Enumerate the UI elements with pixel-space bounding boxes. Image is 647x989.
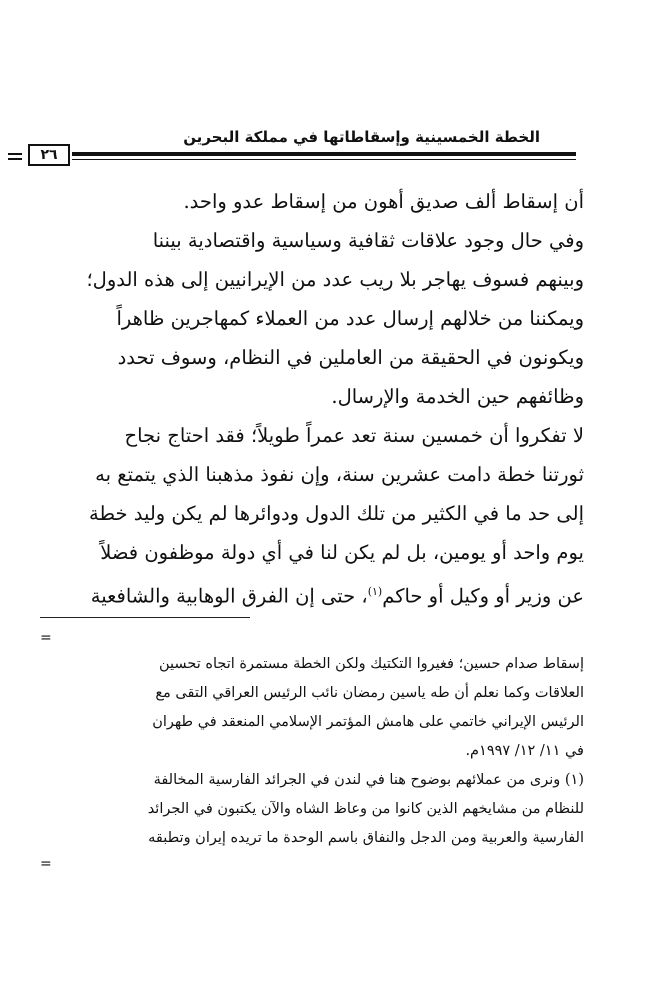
footnote-separator bbox=[40, 617, 250, 618]
text-line: ويكونون في الحقيقة من العاملين في النظام، وسوف تحدد bbox=[117, 346, 584, 369]
text-line bbox=[36, 572, 584, 616]
footnote-line: للنظام من مشايخهم الذين كانوا من وعاظ الشاه والآن يكتبون في الجرائد bbox=[147, 801, 584, 817]
page-number: ٢٦ bbox=[28, 144, 70, 166]
footnote-line: الرئيس الإيراني خاتمي على هامش المؤتمر الإسلامي المنعقد في طهران bbox=[152, 714, 584, 730]
text-line: إلى حد ما في الكثير من تلك الدول ودوائرها لم يكن وليد خطة bbox=[89, 502, 584, 525]
text-line: وفي حال وجود علاقات ثقافية وسياسية واقتصادية بيننا bbox=[152, 229, 584, 252]
continuation-mark: = bbox=[40, 856, 52, 872]
footnotes bbox=[36, 650, 584, 853]
text-line: أن إسقاط ألف صديق أهون من إسقاط عدو واحد. bbox=[183, 190, 584, 213]
page-header bbox=[28, 128, 576, 168]
running-title: الخطة الخمسينية وإسقاطاتها في مملكة البحرين bbox=[183, 128, 540, 146]
header-rule bbox=[72, 152, 576, 156]
text-line: يوم واحد أو يومين، بل لم يكن لنا في أي دولة موظفون فضلاً bbox=[100, 541, 584, 564]
text-line: ثورتنا خطة دامت عشرين سنة، وإن نفوذ مذهبنا الذي يتمتع به bbox=[95, 463, 584, 486]
footnote-line: في ١١/ ١٢/ ١٩٩٧م. bbox=[465, 743, 584, 759]
footnote-line: الفارسية والعربية ومن الدجل والنفاق باسم الوحدة ما تريده إيران وتطبقه bbox=[148, 830, 584, 846]
header-rule-thin bbox=[72, 159, 576, 160]
main-text bbox=[36, 182, 584, 616]
text-line: ويمكننا من خلالهم إرسال عدد من العملاء كمهاجرين ظاهراً bbox=[116, 307, 584, 330]
continuation-mark: = bbox=[40, 630, 52, 646]
text-line: لا تفكروا أن خمسين سنة تعد عمراً طويلاً؛ فقد احتاج نجاح bbox=[124, 424, 584, 447]
text-line: وظائفهم حين الخدمة والإرسال. bbox=[331, 385, 584, 408]
header-rule-mark bbox=[8, 153, 22, 155]
text-segment: عن وزير أو وكيل أو حاكم bbox=[382, 584, 584, 608]
footnote-reference: (١) bbox=[367, 585, 383, 598]
footnote-line: إسقاط صدام حسين؛ فغيروا التكتيك ولكن الخطة مستمرة اتجاه تحسين bbox=[159, 656, 584, 672]
header-rule-mark bbox=[8, 158, 22, 160]
text-line: وبينهم فسوف يهاجر بلا ريب عدد من الإيرانيين إلى هذه الدول؛ bbox=[86, 268, 584, 291]
footnote-line: العلاقات وكما نعلم أن طه ياسين رمضان نائب الرئيس العراقي التقى مع bbox=[155, 685, 584, 701]
text-segment: ، حتى إن الفرق الوهابية والشافعية bbox=[90, 584, 368, 608]
footnote-line: (١) ونرى من عملائهم بوضوح هنا في لندن في الجرائد الفارسية المخالفة bbox=[153, 772, 584, 788]
